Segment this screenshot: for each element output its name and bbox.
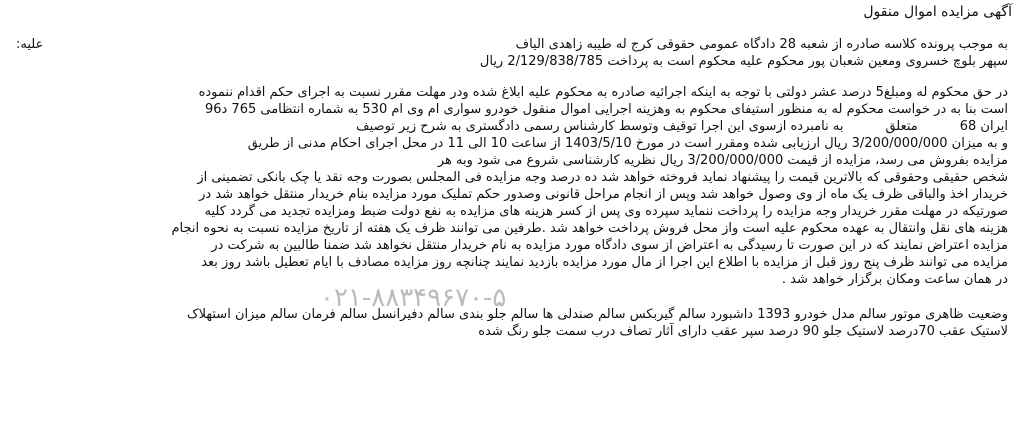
body-line: در همان ساعت ومکان برگزار خواهد شد . — [781, 272, 1008, 287]
body-line: شخص حقیقی وحقوقی که بالاترین قیمت را پیشنهاد نماید فروخته خواهد شد ده درصد وجه مزایده فی المجلس بصورت وجه نقد یا چک بانکی تضمینی از — [197, 170, 1008, 185]
phone-watermark: ۰۲۱-۸۸۳۴۹۶۷۰-۵ — [320, 283, 507, 313]
seizure-text: به نامبرده ازسوی این اجرا توقیف وتوسط کارشناس رسمی دادگستری به شرح زیر توصیف — [356, 119, 844, 134]
body-line: هزینه های نقل وانتقال به عهده محکوم علیه است واز محل فروش پرداخت خواهد شد .طرفین می توانند ظرف یک هفته از تاریخ مزایده نسبت به نحوه انجام — [171, 221, 1008, 236]
body-line: مزایده اعتراض نمایند که در این صورت تا رسیدگی به اعتراض از سوی دادگاه مورد مزایده به نام خریدار منتقل نخواهد شد ضمنا طالبین به شرکت در — [211, 238, 1008, 253]
notice-title: آگهی مزایده اموال منقول — [863, 4, 1012, 20]
body-line: مزایده بفروش می رسد، مزایده از قیمت 3/200/000/000 ریال نظریه کارشناسی شروع می شود وبه هر — [437, 153, 1008, 168]
body-line: مزایده می توانند ظرف پنج روز قبل از مزایده با اطلاع این اجرا از مال مورد مزایده بازدید نمایند چنانچه روز مزایده مصادف با ایام تعطیل باشد روز بعد — [201, 255, 1008, 270]
against-label: علیه: — [16, 37, 44, 52]
body-line: و به میزان 3/200/000/000 ریال ارزیابی شده ومقرر است در مورخ 1403/5/10 از ساعت 10 الی 11 در محل اجرای احکام مدنی از طریق — [247, 136, 1008, 151]
belongs-to-label: متعلق — [885, 119, 918, 134]
body-line: است بنا به در خواست محکوم له به منظور استیفای محکوم به وهزینه اجرایی اموال منقول خودرو سواری ام وی ام 530 به شماره انتظامی 765 د96 — [204, 102, 1008, 117]
debtors-line: سپهر بلوچ خسروی ومعین شعبان پور محکوم علیه محکوم است به پرداخت 2/129/838/785 ریال — [479, 54, 1008, 69]
condition-line: لاستیک عقب 70درصد لاستیک جلو 90 درصد سپر عقب دارای آثار تصاف درب سمت جلو رنگ شده — [478, 324, 1008, 339]
plate-region: ایران 68 — [959, 119, 1008, 134]
body-line — [356, 118, 1008, 135]
condition-line: وضعیت ظاهری موتور سالم مدل خودرو 1393 داشبورد سالم گیربکس سالم صندلی ها سالم جلو بندی سالم دفیرانسل سالم فرمان سالم میزان استهلاک — [187, 307, 1008, 322]
body-line: صورتیکه در مهلت مقرر خریدار وجه مزایده را پرداخت ننماید سپرده وی پس از کسر هزینه های مزایده به نفع دولت ضبط ومزایده تجدید می گردد کلیه — [204, 204, 1008, 219]
body-line: در حق محکوم له ومبلغ5 درصد عشر دولتی با توجه به اینکه اجرائیه صادره به محکوم علیه ابلاغ شده ودر مهلت مقرر نسبت به اجرای حکم اقدام ننموده — [198, 85, 1008, 100]
body-line: خریدار اخذ والباقی ظرف یک ماه از وی وصول خواهد شد وپس از انجام مراحل قانونی وصدور حکم تملیک مورد مزایده بنام خریدار منتقل خواهد شد در — [199, 187, 1008, 202]
case-intro-line: به موجب پرونده کلاسه صادره از شعبه 28 دادگاه عمومی حقوقی کرج له طیبه زاهدی الیاف — [515, 37, 1008, 52]
